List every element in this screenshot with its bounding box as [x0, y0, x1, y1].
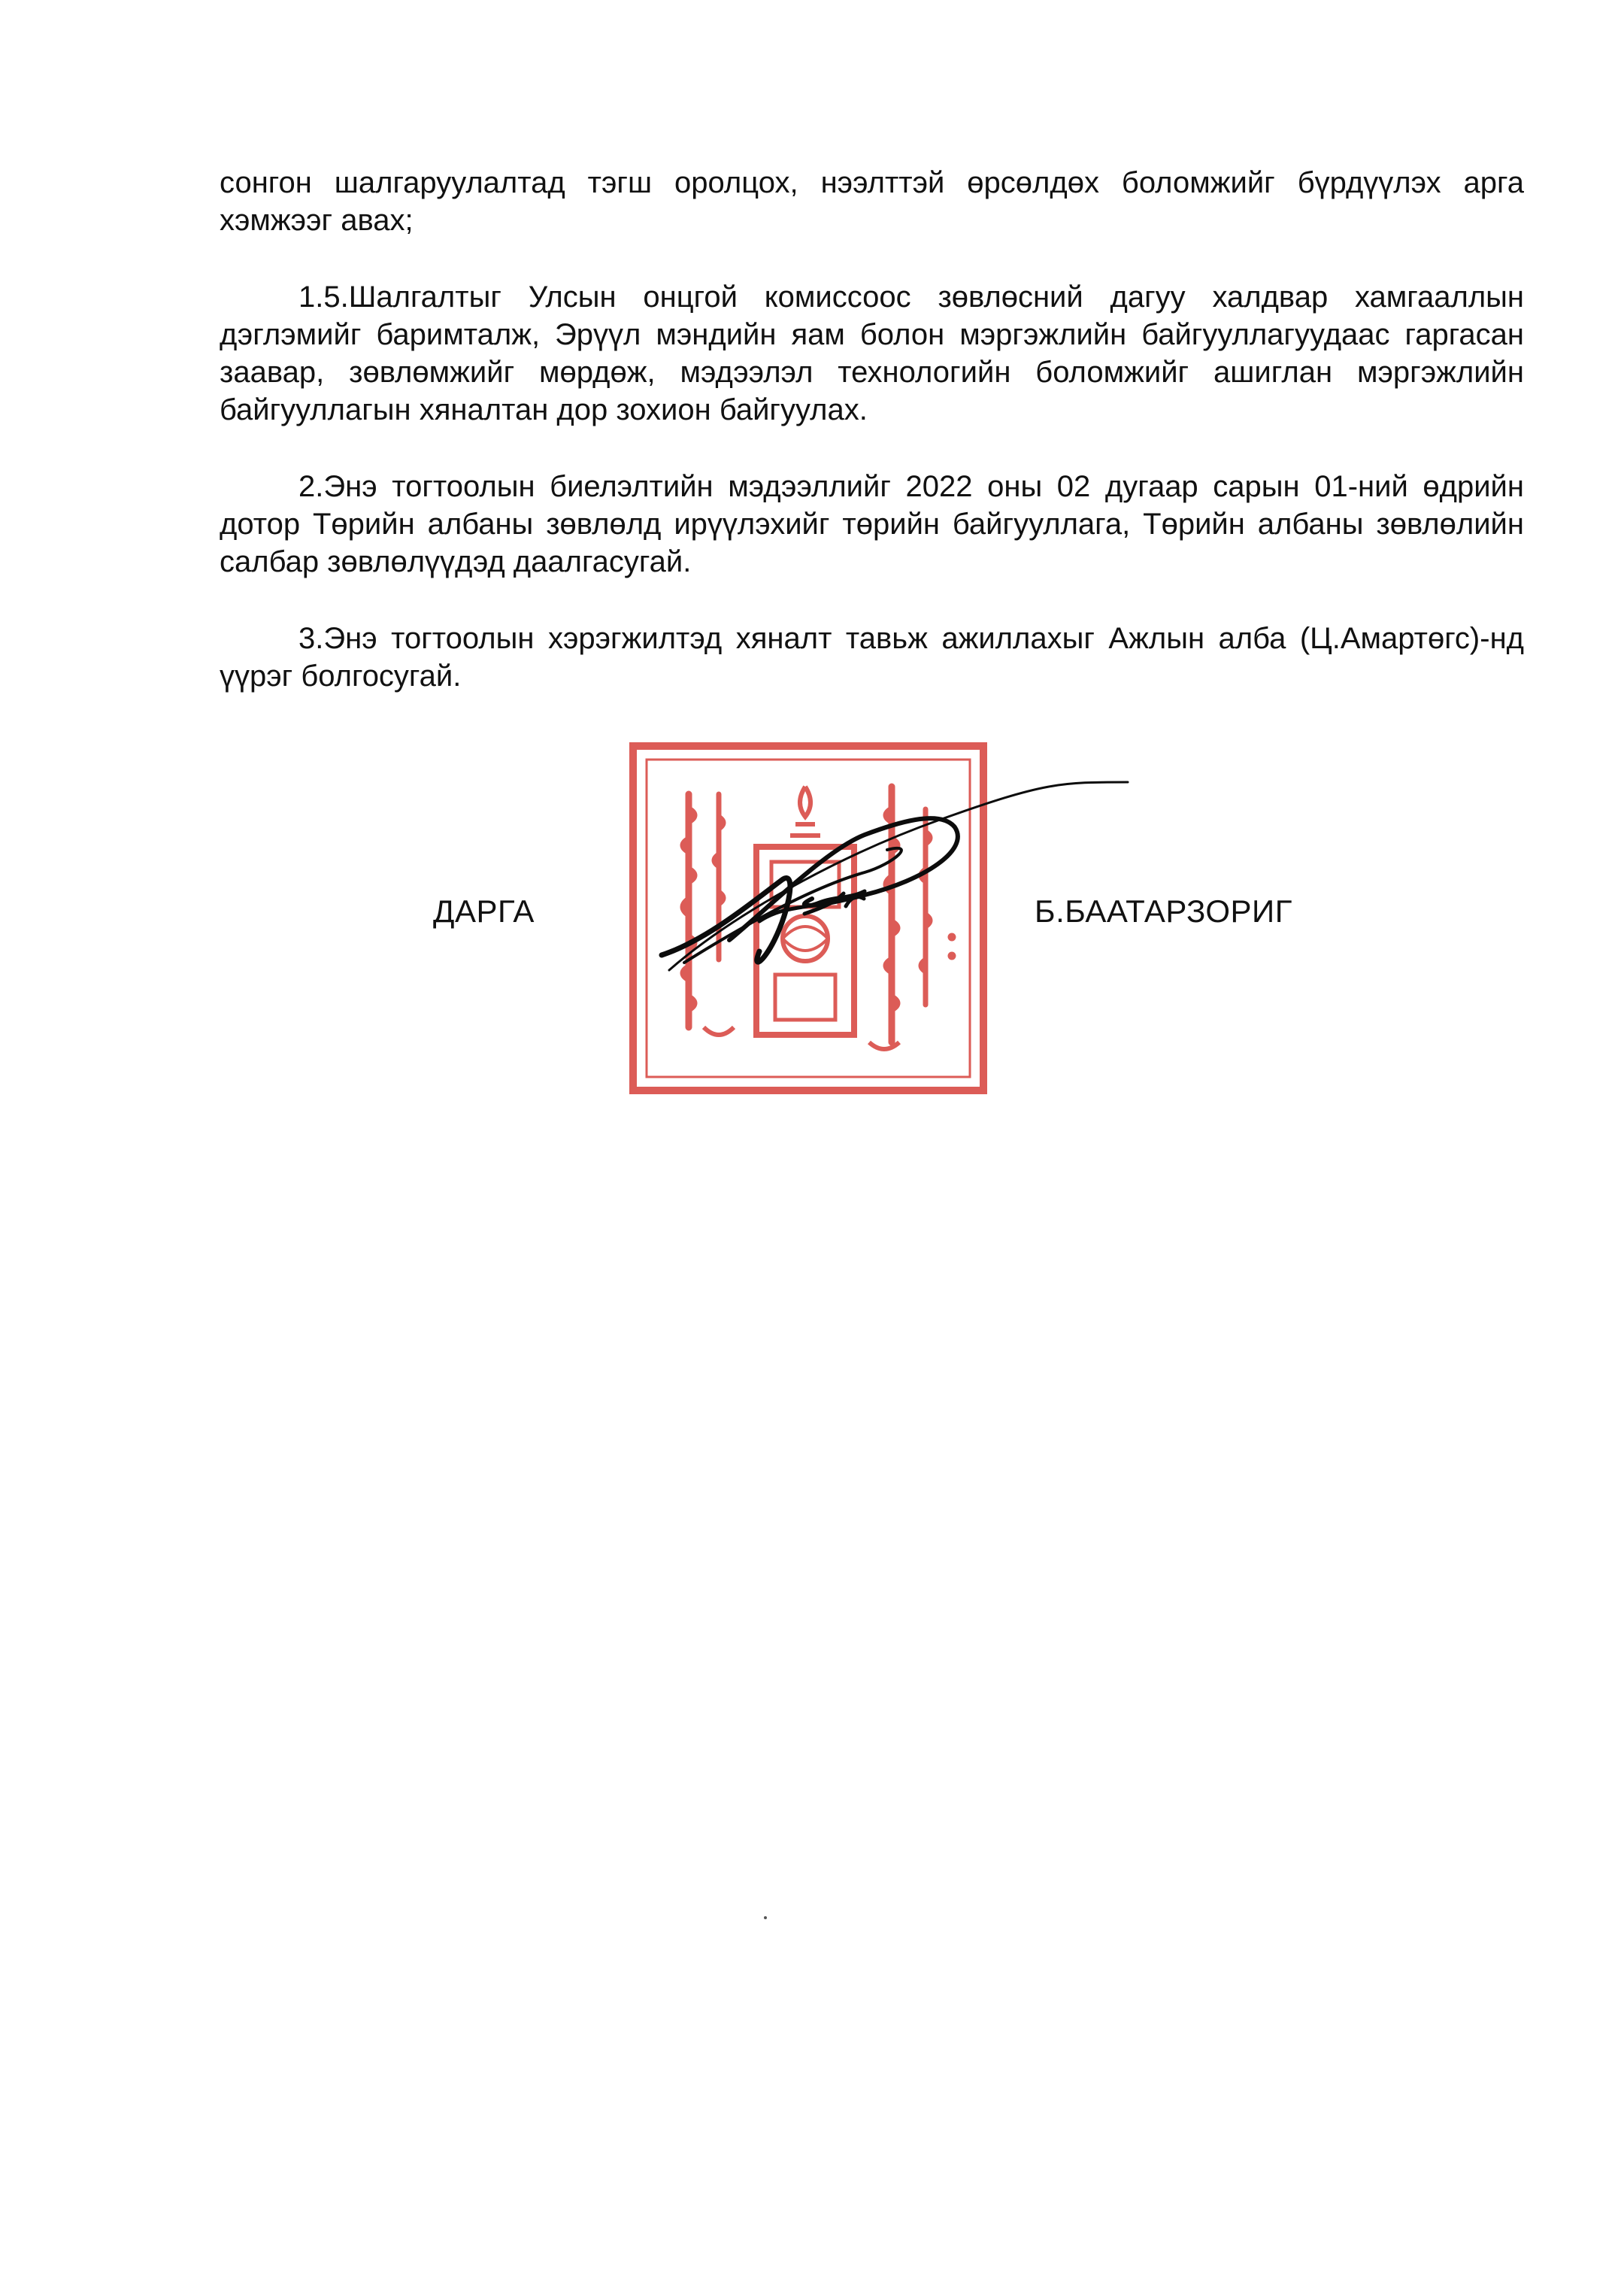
signatory-name: Б.БААТАРЗОРИГ	[1035, 893, 1292, 929]
official-seal-icon	[629, 742, 989, 1096]
scan-speck	[764, 1916, 767, 1919]
paragraph-3: 3.Энэ тогтоолын хэрэгжилтэд хяналт тавьж ажиллахыг Ажлын алба (Ц.Амартөгс)-нд үүрэг болгосугай.	[220, 622, 1524, 693]
signatory-title: ДАРГА	[433, 893, 535, 929]
paragraph-2: 2.Энэ тогтоолын биелэлтийн мэдээллийг 2022 оны 02 дугаар сарын 01-ний өдрийн дотор Төрийн албаны зөвлөлд ирүүлэхийг төрийн байгууллага, Төрийн албаны зөвлөлийн салбар зөвлөлүүдэд даалгасугай.	[220, 470, 1524, 578]
handwritten-signature-icon	[639, 767, 1135, 993]
paragraph-1-5: 1.5.Шалгалтыг Улсын онцгой комиссоос зөвлөсний дагуу халдвар хамгааллын дэглэмийг баримталж, Эрүүл мэндийн яам болон мэргэжлийн байгууллагуудаас гаргасан заавар, зөвлөмжийг мөрдөж, мэдээлэл технологийн боломжийг ашиглан мэргэжлийн байгууллагын хяналтан дор зохион байгуулах.	[220, 281, 1524, 426]
paragraph-continuation: сонгон шалгаруулалтад тэгш оролцох, нээлттэй өрсөлдөх боломжийг бүрдүүлэх арга хэмжээг авах;	[220, 166, 1524, 237]
document-body	[220, 164, 1524, 734]
